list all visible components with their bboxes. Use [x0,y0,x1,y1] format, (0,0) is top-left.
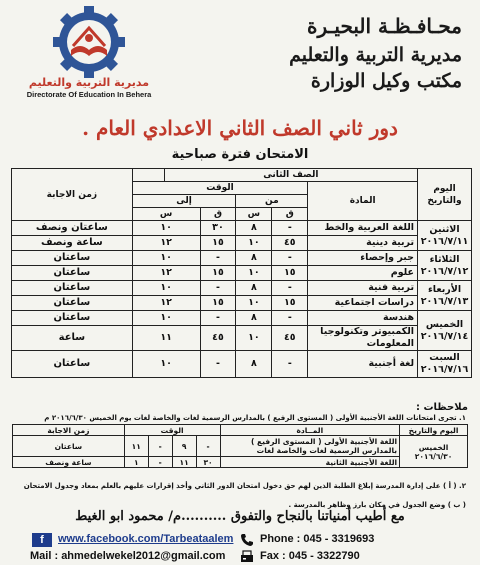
header-from-s: س [236,208,272,221]
from-q-cell: ٤٥ [272,236,308,251]
header-to-q: ق [200,208,236,221]
to-q-cell: ٣٠ [200,221,236,236]
contact-footer [28,533,474,565]
small-duration-cell: ساعة ونصف [13,457,125,468]
email-address[interactable]: ahmedelwekel2012@gmail.com [61,550,226,562]
to-q-cell: ٤٥ [200,326,236,351]
subject-cell: الكمبيوتر وتكنولوجيا المعلومات [308,326,418,351]
fax-icon [240,550,254,564]
subject-cell: تربية فنية [308,281,418,296]
to-q-cell: - [200,281,236,296]
to-q-cell: - [200,351,236,378]
subject-cell: اللغة العربية والخط [308,221,418,236]
duration-cell: ساعتان [12,311,133,326]
small-header-day: اليوم والتاريخ [400,425,468,436]
header-from: من [236,195,308,208]
header-to-s: س [132,208,200,221]
header-subject: المادة [308,182,418,221]
small-cell: ٩ [172,436,196,457]
small-cell: - [196,436,220,457]
subject-cell: علوم [308,266,418,281]
to-q-cell: - [200,251,236,266]
to-q-cell: ١٥ [200,266,236,281]
small-header-duration: زمن الاجابة [13,425,125,436]
small-header-time: الوقت [124,425,220,436]
from-q-cell: - [272,351,308,378]
duration-cell: ساعة ونصف [12,236,133,251]
small-cell: - [148,457,172,468]
duration-cell: ساعتان ونصف [12,221,133,236]
governorate-heading: محـافـظـة البحيـرة [307,14,462,38]
from-s-cell: ١٠ [236,236,272,251]
duration-cell: ساعتان [12,351,133,378]
subject-cell: هندسة [308,311,418,326]
directorate-heading: مديرية التربية والتعليم [289,44,462,66]
small-subject-cell: اللغة الأجنبية الأولى ( المستوى الرفيع ) بالمدارس الرسمية لغات والخاصة لغات [220,436,400,457]
to-q-cell: - [200,311,236,326]
day-cell: الأربعاء ٢٠١٦/٧/١٣ [418,281,472,311]
header-duration: زمن الاجابة [12,169,133,221]
exam-schedule-table [11,168,472,378]
directorate-logo [14,6,164,98]
facebook-icon: f [32,533,52,547]
logo-english-text: Directorate Of Education In Behera [26,90,152,99]
gear-book-emblem [14,6,164,78]
from-s-cell: ١٠ [236,296,272,311]
from-s-cell: ٨ [236,281,272,296]
to-s-cell: ١٢ [132,296,200,311]
from-q-cell: ١٥ [272,266,308,281]
duration-cell: ساعتان [12,296,133,311]
from-s-cell: ٨ [236,351,272,378]
header-time: الوقت [132,182,308,195]
from-s-cell: ١٠ [236,326,272,351]
to-s-cell: ١٠ [132,281,200,296]
from-q-cell: - [272,251,308,266]
facebook-link[interactable]: www.facebook.com/Tarbeataalem [58,533,234,545]
to-q-cell: ١٥ [200,236,236,251]
header-from-q: ق [272,208,308,221]
page-subtitle: الامتحان فترة صباحية [171,147,309,162]
office-heading: مكتب وكيل الوزارة [310,70,462,92]
foreign-language-table [12,424,468,468]
from-q-cell: ١٥ [272,296,308,311]
subject-cell: تربية دينية [308,236,418,251]
small-day-cell: الخميس ٢٠١٦/٦/٣٠ [400,436,468,468]
fax-number: Fax : 045 - 3322790 [260,550,360,562]
subject-cell: جبر وإحصاء [308,251,418,266]
email-line [30,550,225,562]
email-label: Mail : [30,550,59,562]
small-cell: ١١ [172,457,196,468]
phone-number: Phone : 045 - 3319693 [260,533,375,545]
small-cell: ٣٠ [196,457,220,468]
day-cell: الثلاثاء ٢٠١٦/٧/١٢ [418,251,472,281]
duration-cell: ساعتان [12,281,133,296]
small-cell: - [148,436,172,457]
to-s-cell: ١٠ [132,251,200,266]
to-s-cell: ١٠ [132,221,200,236]
header-day-date: اليوم والتاريخ [418,169,472,221]
subject-cell: لغة أجنبية [308,351,418,378]
small-subject-cell: اللغة الأجنبية الثانية [220,457,400,468]
from-s-cell: ١٠ [236,266,272,281]
subject-cell: دراسات اجتماعية [308,296,418,311]
small-duration-cell: ساعتان [13,436,125,457]
day-cell: السبت ٢٠١٦/٧/١٦ [418,351,472,378]
to-s-cell: ١١ [132,326,200,351]
from-s-cell: ٨ [236,311,272,326]
day-cell: الاثنين ٢٠١٦/٧/١١ [418,221,472,251]
from-q-cell: ٤٥ [272,326,308,351]
to-s-cell: ١٢ [132,266,200,281]
to-s-cell: ١٠ [132,351,200,378]
header-class: الصف الثانى [164,169,417,182]
day-cell: الخميس ٢٠١٦/٧/١٤ [418,311,472,351]
to-s-cell: ١٠ [132,311,200,326]
small-cell: ١١ [124,436,148,457]
duration-cell: ساعتان [12,266,133,281]
to-s-cell: ١٢ [132,236,200,251]
small-header-subject: المــادة [220,425,400,436]
from-s-cell: ٨ [236,221,272,236]
from-s-cell: ٨ [236,251,272,266]
duration-cell: ساعة [12,326,133,351]
logo-arabic-text: مديرية التربية والتعليم [28,76,150,89]
notes-heading: ملاحظات : [415,402,468,413]
note-1: ١. تجرى امتحانات اللغة الأجنبية الأولى ( المستوى الرفيع ) بالمدارس الرسمية لغات والخاصة لغات يوم الخميس ٢٠١٦/٦/٣٠ م [44,414,466,422]
from-q-cell: - [272,221,308,236]
to-q-cell: ١٥ [200,296,236,311]
note-2b: ( ب ) وضع الجدول في مكان بارز وظاهر بالمدرسة . [288,501,466,509]
header-to: إلى [132,195,236,208]
from-q-cell: - [272,281,308,296]
page-title: دور ثاني الصف الثاني الاعدادي العام . [82,116,398,140]
closing-wish: مع أطيب أمنياتنا بالنجاح والتفوق ..........م/ محمود ابو الغيط [75,509,405,524]
note-2a: ٢. ( أ ) على إدارة المدرسة إبلاغ الطلبة الذين لهم حق دخول امتحان الدور الثاني وأخذ إقرارات عليهم بالعلم بمعاد وجدول الامتحان [23,482,466,490]
duration-cell: ساعتان [12,251,133,266]
phone-icon [240,533,254,547]
from-q-cell: - [272,311,308,326]
small-cell: ١ [124,457,148,468]
